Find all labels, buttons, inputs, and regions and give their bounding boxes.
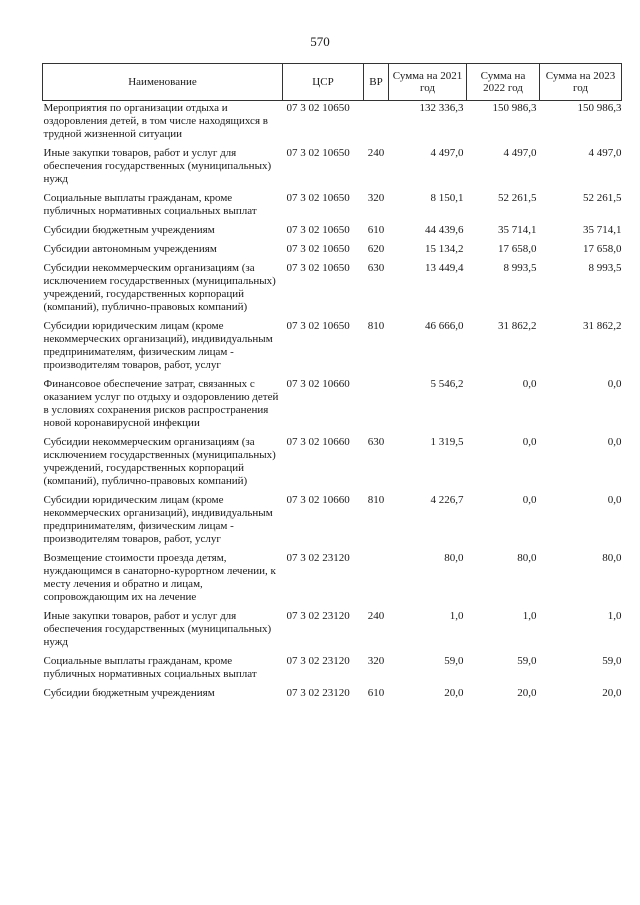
row-sum-2022: 80,0 [517, 552, 537, 564]
table-row [43, 654, 622, 686]
row-sum-2023: 8 993,5 [588, 262, 622, 274]
row-sum-2023: 31 862,2 [583, 320, 622, 332]
row-vr: 610 [367, 224, 385, 236]
table-row [43, 191, 622, 223]
row-csr: 07 3 02 23120 [286, 610, 350, 622]
row-name: Иные закупки товаров, работ и услуг для обеспечения государственных (муниципальных) нужд [43, 147, 272, 185]
row-vr: 620 [367, 243, 385, 255]
row-name: Иные закупки товаров, работ и услуг для обеспечения государственных (муниципальных) нужд [43, 610, 272, 648]
row-csr: 07 3 02 10650 [286, 224, 350, 236]
table-row [43, 686, 622, 705]
table-row [43, 146, 622, 191]
row-name: Социальные выплаты гражданам, кроме публичных нормативных социальных выплат [43, 655, 257, 680]
row-name: Субсидии бюджетным учреждениям [43, 224, 215, 236]
row-sum-2022: 31 862,2 [498, 320, 537, 332]
row-name: Финансовое обеспечение затрат, связанных с оказанием услуг по отдыху и оздоровлению детей в условиях сохранения рисков распространения новой коронавирусной инфекции [43, 378, 279, 429]
table-row [43, 609, 622, 654]
page-number: 570 [310, 34, 330, 49]
row-vr [364, 101, 389, 147]
row-name: Субсидии юридическим лицам (кроме некоммерческих организаций), индивидуальным предпринимателям, физическим лицам - производителям товаров, работ, услуг [43, 494, 273, 545]
row-sum-2021: 46 666,0 [425, 320, 464, 332]
row-csr: 07 3 02 10650 [286, 320, 350, 332]
row-name: Возмещение стоимости проезда детям, нуждающимся в санаторно-курортном лечении, к месту лечения и обратно и лицам, сопровождающим их на лечение [43, 552, 276, 603]
row-vr: 320 [367, 192, 385, 204]
row-sum-2021: 4 497,0 [430, 147, 464, 159]
row-csr: 07 3 02 10660 [286, 436, 350, 448]
row-sum-2021: 4 226,7 [430, 494, 464, 506]
table-row [43, 223, 622, 242]
row-sum-2021: 8 150,1 [430, 192, 464, 204]
row-sum-2021: 1,0 [449, 610, 464, 622]
row-name: Субсидии некоммерческим организациям (за исключением государственных (муниципальных) учреждений, государственных корпораций (компаний), публично-правовых компаний) [43, 262, 276, 313]
table-row [43, 493, 622, 551]
row-sum-2023: 0,0 [607, 494, 622, 506]
table-row [43, 435, 622, 493]
row-vr: 240 [367, 610, 385, 622]
header-name: Наименование [43, 64, 283, 101]
header-sum-2022: Сумма на 2022 год [467, 64, 540, 101]
row-sum-2022: 17 658,0 [498, 243, 537, 255]
row-sum-2022: 52 261,5 [498, 192, 537, 204]
row-sum-2022: 1,0 [522, 610, 537, 622]
table-row [43, 319, 622, 377]
row-sum-2022: 8 993,5 [503, 262, 537, 274]
header-sum-2023: Сумма на 2023 год [540, 64, 622, 101]
row-sum-2023: 4 497,0 [588, 147, 622, 159]
row-sum-2023: 0,0 [607, 378, 622, 390]
header-vr: ВР [364, 64, 389, 101]
row-csr: 07 3 02 10650 [286, 192, 350, 204]
row-vr [364, 551, 389, 609]
row-sum-2022: 4 497,0 [503, 147, 537, 159]
row-name: Субсидии автономным учреждениям [43, 243, 217, 255]
row-sum-2022: 20,0 [517, 687, 537, 699]
row-csr: 07 3 02 23120 [286, 552, 350, 564]
header-csr: ЦСР [283, 64, 364, 101]
row-sum-2021: 1 319,5 [430, 436, 464, 448]
row-csr: 07 3 02 10650 [286, 102, 350, 114]
row-name: Субсидии бюджетным учреждениям [43, 687, 215, 699]
row-sum-2023: 52 261,5 [583, 192, 622, 204]
row-sum-2023: 80,0 [602, 552, 622, 564]
row-csr: 07 3 02 10650 [286, 262, 350, 274]
budget-table [42, 63, 622, 705]
row-sum-2021: 5 546,2 [430, 378, 464, 390]
row-vr: 240 [367, 147, 385, 159]
row-sum-2021: 44 439,6 [425, 224, 464, 236]
row-csr: 07 3 02 10660 [286, 378, 350, 390]
header-sum-2021: Сумма на 2021 год [389, 64, 467, 101]
row-csr: 07 3 02 10650 [286, 147, 350, 159]
row-sum-2022: 35 714,1 [498, 224, 537, 236]
row-vr: 630 [367, 262, 385, 274]
row-sum-2022: 59,0 [517, 655, 537, 667]
row-sum-2023: 150 986,3 [577, 102, 622, 114]
row-csr: 07 3 02 23120 [286, 655, 350, 667]
table-row [43, 551, 622, 609]
row-sum-2022: 0,0 [522, 378, 537, 390]
row-vr: 320 [367, 655, 385, 667]
row-vr [364, 377, 389, 435]
row-vr: 610 [367, 687, 385, 699]
row-sum-2023: 20,0 [602, 687, 622, 699]
row-vr: 810 [367, 320, 385, 332]
row-sum-2023: 59,0 [602, 655, 622, 667]
row-sum-2023: 0,0 [607, 436, 622, 448]
row-csr: 07 3 02 10660 [286, 494, 350, 506]
row-csr: 07 3 02 10650 [286, 243, 350, 255]
row-vr: 810 [367, 494, 385, 506]
row-sum-2021: 20,0 [444, 687, 464, 699]
row-name: Мероприятия по организации отдыха и оздоровления детей, в том числе находящихся в трудной жизненной ситуации [43, 102, 268, 140]
table-row [43, 377, 622, 435]
row-sum-2021: 15 134,2 [425, 243, 464, 255]
row-sum-2022: 150 986,3 [492, 102, 537, 114]
row-name: Субсидии некоммерческим организациям (за исключением государственных (муниципальных) учреждений, государственных корпораций (компаний), публично-правовых компаний) [43, 436, 276, 487]
row-sum-2021: 80,0 [444, 552, 464, 564]
row-vr: 630 [367, 436, 385, 448]
row-sum-2022: 0,0 [522, 494, 537, 506]
header-row [43, 64, 622, 101]
row-sum-2021: 59,0 [444, 655, 464, 667]
row-sum-2022: 0,0 [522, 436, 537, 448]
table-row [43, 261, 622, 319]
table-row [43, 101, 622, 147]
row-sum-2021: 13 449,4 [425, 262, 464, 274]
row-csr: 07 3 02 23120 [286, 687, 350, 699]
row-sum-2023: 35 714,1 [583, 224, 622, 236]
row-sum-2021: 132 336,3 [419, 102, 464, 114]
row-name: Субсидии юридическим лицам (кроме некоммерческих организаций), индивидуальным предпринимателям, физическим лицам - производителям товаров, работ, услуг [43, 320, 273, 371]
row-sum-2023: 1,0 [607, 610, 622, 622]
row-name: Социальные выплаты гражданам, кроме публичных нормативных социальных выплат [43, 192, 257, 217]
table-row [43, 242, 622, 261]
row-sum-2023: 17 658,0 [583, 243, 622, 255]
